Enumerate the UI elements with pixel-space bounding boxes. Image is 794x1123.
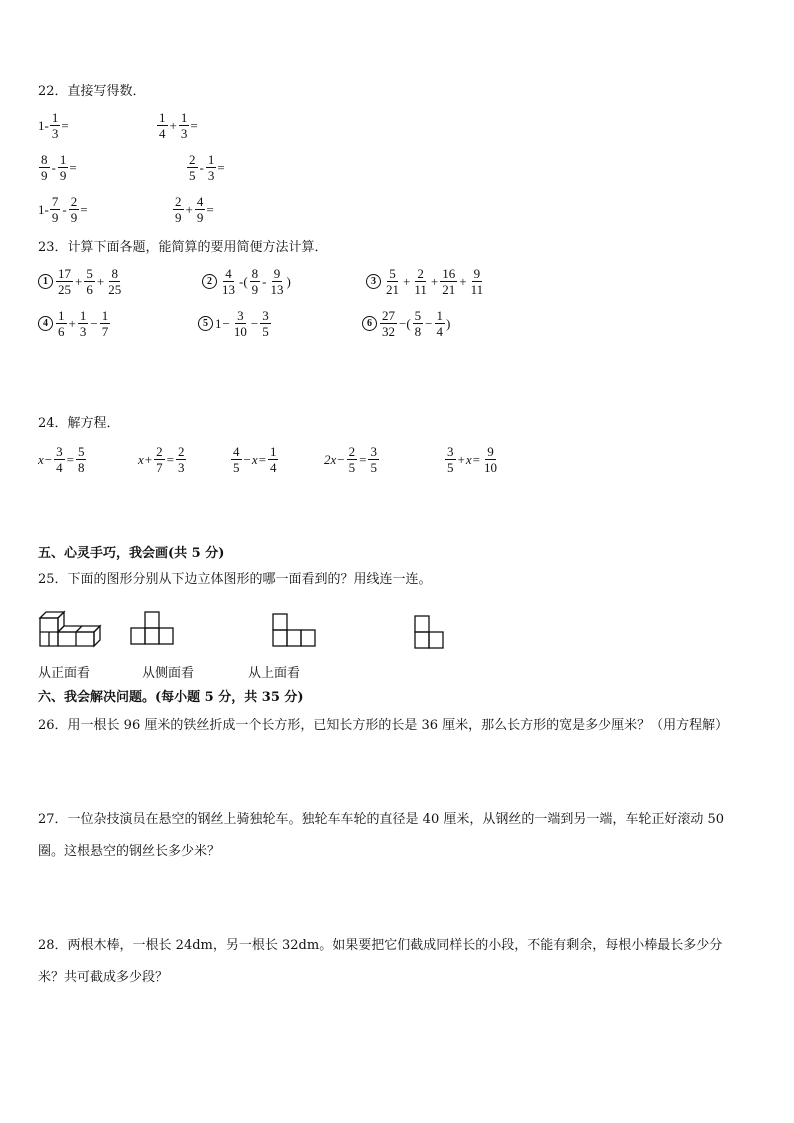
q24-eq-1: x − $\frac{3}{4}$ = $\frac{5}{8}$ <box>38 444 85 475</box>
section-5-heading: 五、心灵手巧，我会画(共 5 分) <box>38 546 225 561</box>
q22-item-2: $\frac{1}{4}$ + $\frac{1}{3}$ = <box>159 110 198 141</box>
marker-2: 2 <box>202 274 217 289</box>
q23-expr-3: 3 $\frac{5}{21}$ + $\frac{2}{11}$ + $\frac{16}{21}$ + $\frac{9}{11}$ <box>366 266 486 297</box>
q25-title: 25．下面的图形分别从下边立体图形的哪一面看到的？用线连一连。 <box>38 572 432 587</box>
q24-title: 24．解方程． <box>38 416 120 431</box>
q24-eq-3: $\frac{4}{5}$ − x = $\frac{1}{4}$ <box>233 444 277 475</box>
q28-line-1: 28．两根木棒，一根长 24dm，另一根长 32dm。如果要把它们截成同样长的小段，不能有剩余，每根小棒最长多少分 <box>38 938 723 953</box>
q23-title: 23．计算下面各题，能简算的要用简便方法计算． <box>38 240 328 255</box>
view-shape-2 <box>272 612 320 648</box>
label-top-view: 从上面看 <box>248 666 301 681</box>
marker-1: 1 <box>38 274 53 289</box>
q23-expr-2: 2 $\frac{4}{13}$ -( $\frac{8}{9}$ - $\frac{9}{13}$ ) <box>202 266 291 297</box>
q28-line-2: 米？共可截成多少段？ <box>38 970 169 985</box>
q27-line-1: 27．一位杂技演员在悬空的钢丝上骑独轮车。独轮车车轮的直径是 40 厘米，从钢丝的一端到另一端，车轮正好滚动 50 <box>38 812 725 827</box>
q22-item-5: 1- $\frac{7}{9}$ - $\frac{2}{9}$ = <box>38 194 88 225</box>
q22-item-4: $\frac{2}{5}$ - $\frac{1}{3}$ = <box>189 152 225 183</box>
marker-3: 3 <box>366 274 381 289</box>
q27-line-2: 圈。这根悬空的钢丝长多少米？ <box>38 844 221 859</box>
marker-4: 4 <box>38 316 53 331</box>
section-6-heading: 六、我会解决问题。(每小题 5 分，共 35 分) <box>38 690 304 705</box>
view-shape-1 <box>130 610 176 648</box>
q23-expr-1: 1 $\frac{17}{25}$ + $\frac{5}{6}$ + $\frac{8}{25}$ <box>38 266 124 297</box>
marker-6: 6 <box>362 316 377 331</box>
q22-item-6: $\frac{2}{9}$ + $\frac{4}{9}$ = <box>175 194 214 225</box>
view-shape-3 <box>414 614 448 652</box>
q26-text: 26．用一根长 96 厘米的铁丝折成一个长方形，已知长方形的长是 36 厘米，那么长方形的宽是多少厘米？（用方程解） <box>38 718 729 733</box>
q24-eq-2: x + $\frac{2}{7}$ = $\frac{2}{3}$ <box>138 444 185 475</box>
q24-eq-4: 2x − $\frac{2}{5}$ = $\frac{3}{5}$ <box>324 444 377 475</box>
q23-expr-6: 6 $\frac{27}{32}$ −( $\frac{5}{8}$ − $\frac{1}{4}$ ) <box>362 308 450 339</box>
q23-expr-4: 4 $\frac{1}{6}$ + $\frac{1}{3}$ − $\frac{1}{7}$ <box>38 308 111 339</box>
label-side-view: 从侧面看 <box>142 666 195 681</box>
q22-item-3: $\frac{8}{9}$ - $\frac{1}{9}$ = <box>41 152 77 183</box>
q23-expr-5: 5 1 − $\frac{3}{10}$ − $\frac{3}{5}$ <box>198 308 272 339</box>
q22-item-1: 1- $\frac{1}{3}$ = <box>38 110 69 141</box>
label-front-view: 从正面看 <box>38 666 91 681</box>
marker-5: 5 <box>198 316 213 331</box>
q22-title: 22．直接写得数． <box>38 84 146 99</box>
solid-figure <box>38 604 102 648</box>
q24-eq-5: $\frac{3}{5}$ + x = $\frac{9}{10}$ <box>447 444 497 475</box>
